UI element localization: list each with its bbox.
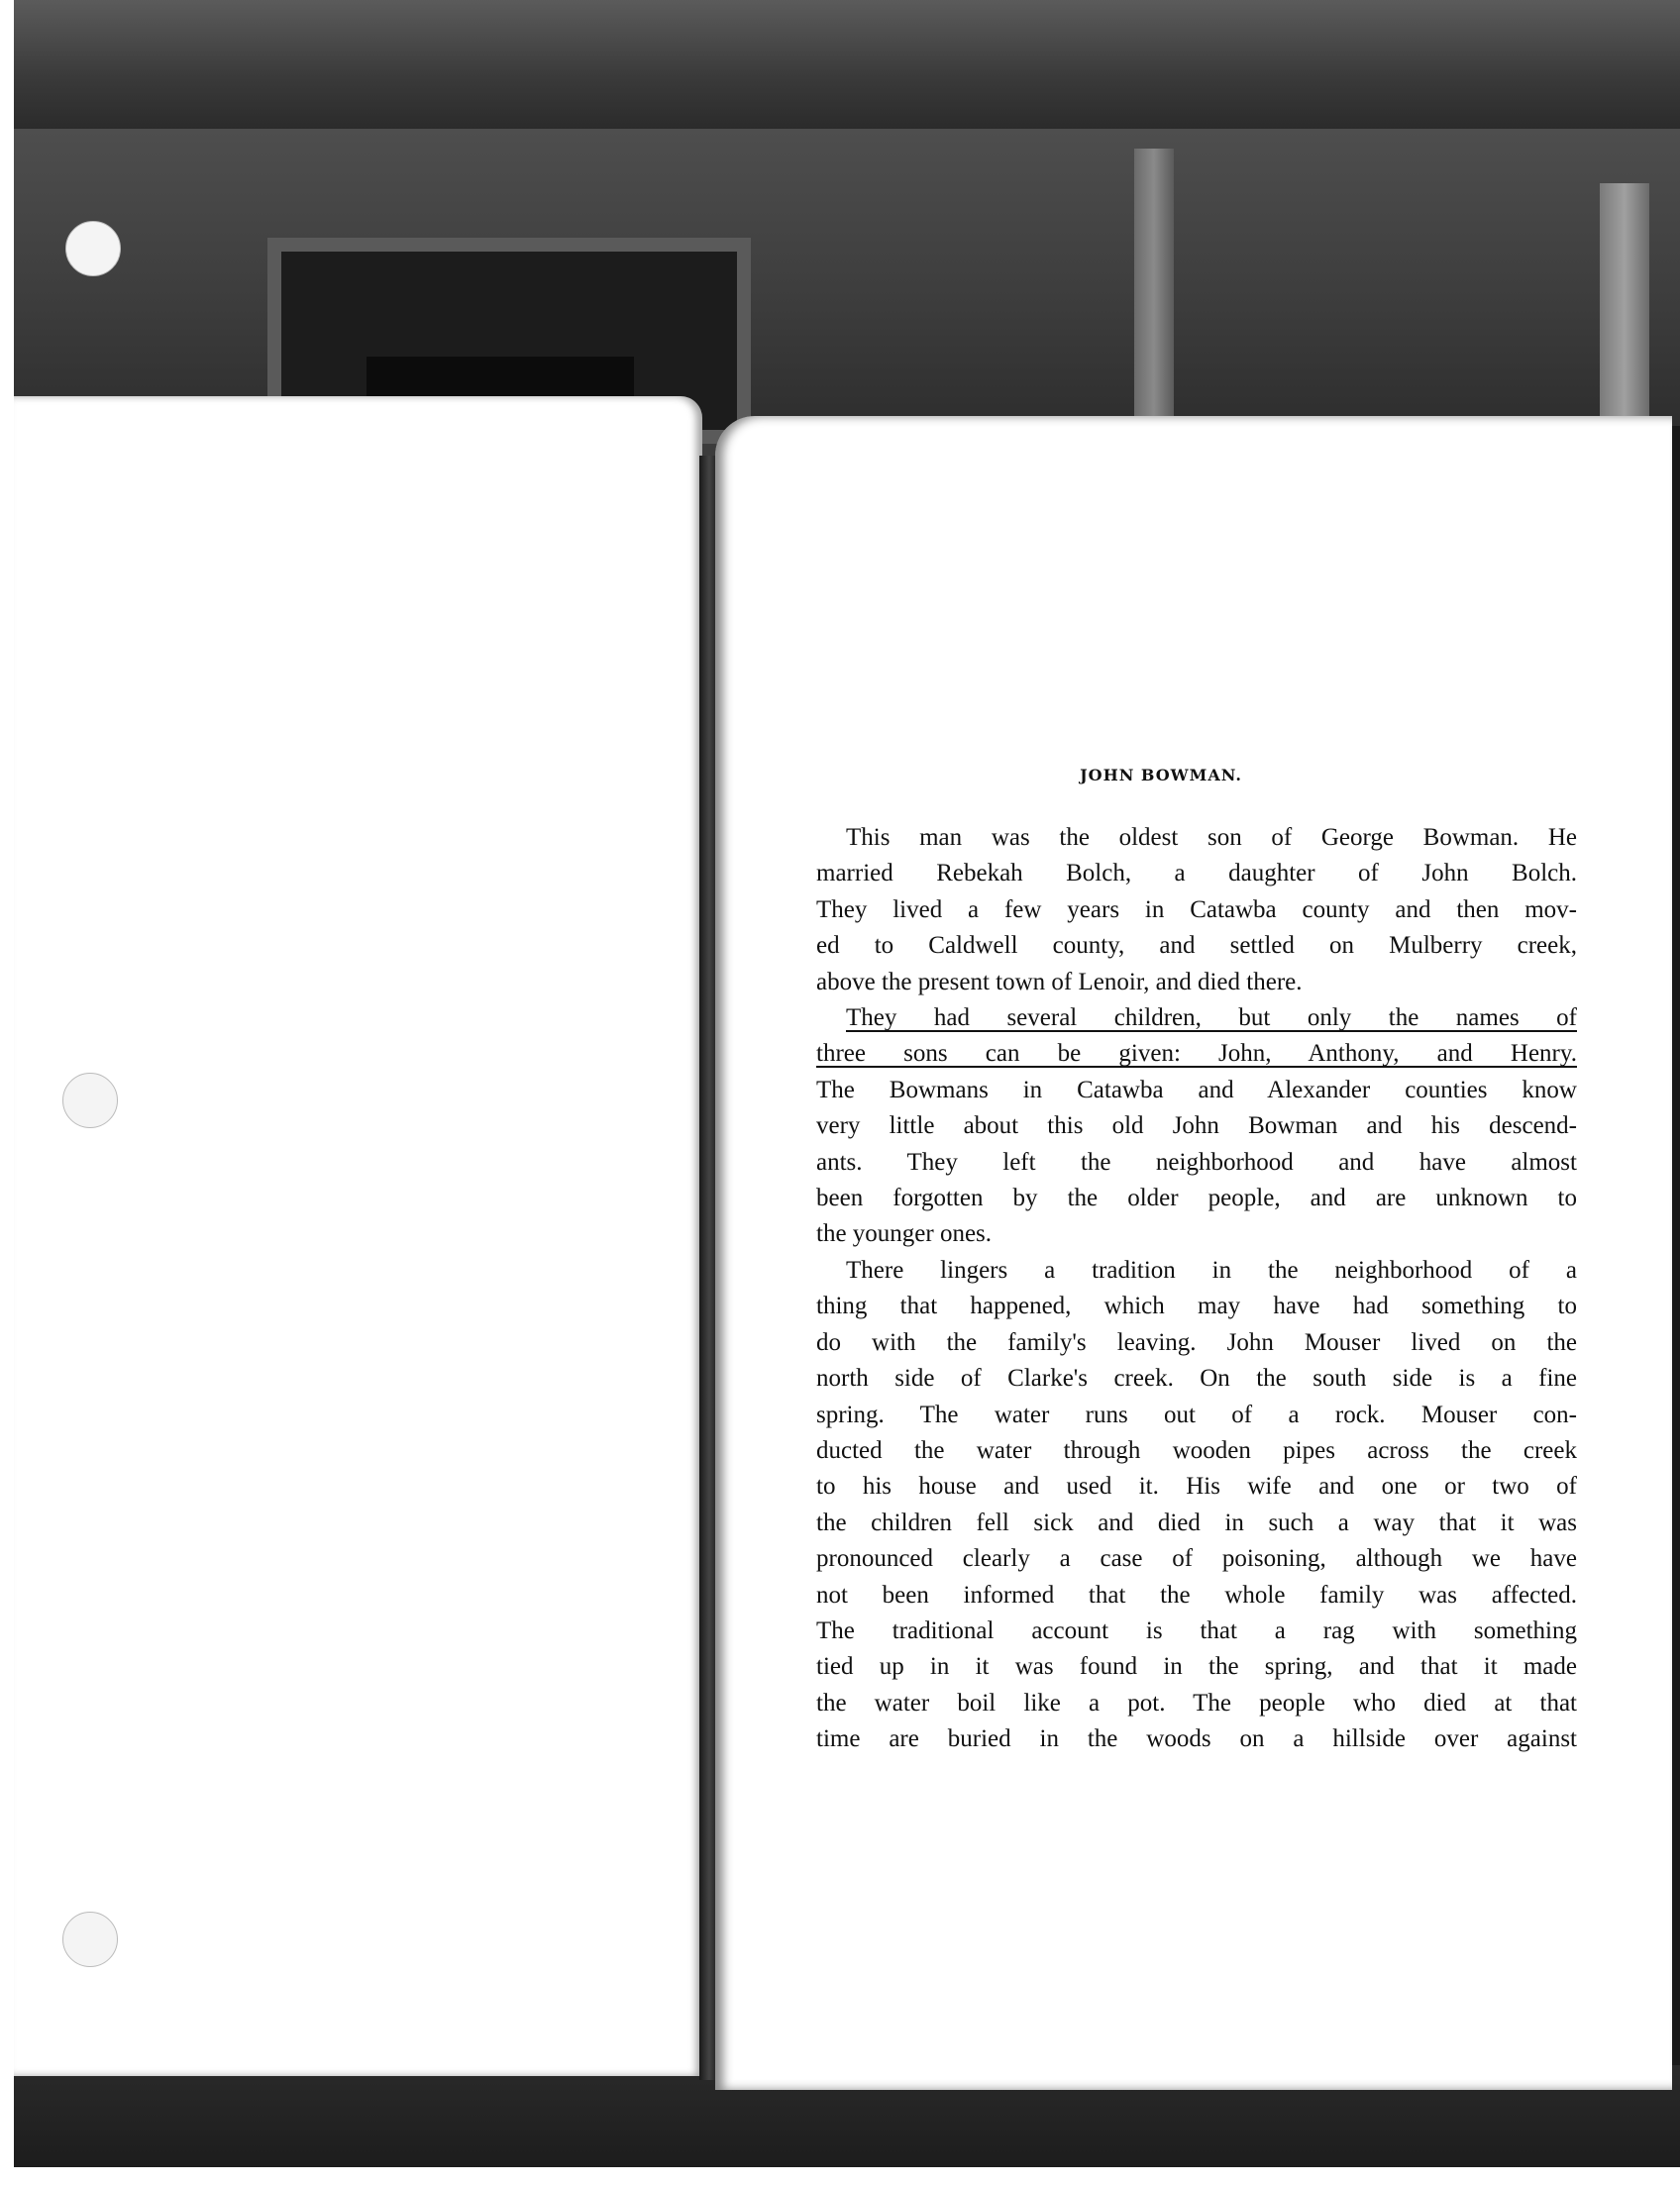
punch-hole-top xyxy=(65,221,121,276)
text-line: ducted the water through wooden pipes across the creek xyxy=(816,1436,1577,1464)
background-post-right xyxy=(1600,183,1649,451)
text-line: very little about this old John Bowman and his descend- xyxy=(816,1112,1577,1140)
text-line: The traditional account is that a rag with something xyxy=(816,1616,1577,1644)
page-heading: JOHN BOWMAN. xyxy=(1080,766,1242,784)
text-line: This man was the oldest son of George Bowman. He xyxy=(846,824,1577,851)
text-line: the younger ones. xyxy=(816,1220,993,1248)
text-line: do with the family's leaving. John Mouser lived on the xyxy=(816,1328,1577,1356)
text-line: They lived a few years in Catawba county and then mov- xyxy=(816,895,1577,923)
background-wall xyxy=(14,129,1680,426)
scan-bottom-margin xyxy=(0,2167,1680,2187)
punch-hole-bottom xyxy=(62,1912,118,1967)
punch-hole-middle xyxy=(62,1073,118,1128)
text-line: the water boil like a pot. The people who died at that xyxy=(816,1689,1577,1717)
text-line: The Bowmans in Catawba and Alexander counties know xyxy=(816,1076,1577,1103)
text-line: thing that happened, which may have had something to xyxy=(816,1293,1577,1320)
background-top xyxy=(14,0,1680,129)
text-line: There lingers a tradition in the neighborhood of a xyxy=(846,1256,1577,1284)
left-blank-page xyxy=(14,396,702,2076)
text-line: not been informed that the whole family was affected. xyxy=(816,1581,1577,1609)
text-line: tied up in it was found in the spring, and that it made xyxy=(816,1653,1577,1681)
text-line: spring. The water runs out of a rock. Mouser con- xyxy=(816,1401,1577,1428)
text-line-underlined: They had several children, but only the names of xyxy=(846,1004,1577,1032)
text-line: to his house and used it. His wife and one or two of xyxy=(816,1473,1577,1501)
text-line: time are buried in the woods on a hillside over against xyxy=(816,1725,1577,1753)
text-line: ed to Caldwell county, and settled on Mulberry creek, xyxy=(816,932,1577,960)
text-line: been forgotten by the older people, and are unknown to xyxy=(816,1185,1577,1212)
text-line: north side of Clarke's creek. On the south side is a fine xyxy=(816,1365,1577,1393)
text-line: the children fell sick and died in such a way that it was xyxy=(816,1509,1577,1536)
text-line: above the present town of Lenoir, and died there. xyxy=(816,968,1303,995)
body-text xyxy=(816,820,1577,1758)
background-post xyxy=(1134,149,1174,436)
text-line: married Rebekah Bolch, a daughter of John Bolch. xyxy=(816,860,1577,887)
text-line-underlined: three sons can be given: John, Anthony, and Henry. xyxy=(816,1040,1577,1068)
text-line: pronounced clearly a case of poisoning, although we have xyxy=(816,1545,1577,1573)
text-line: ants. They left the neighborhood and have almost xyxy=(816,1148,1577,1176)
